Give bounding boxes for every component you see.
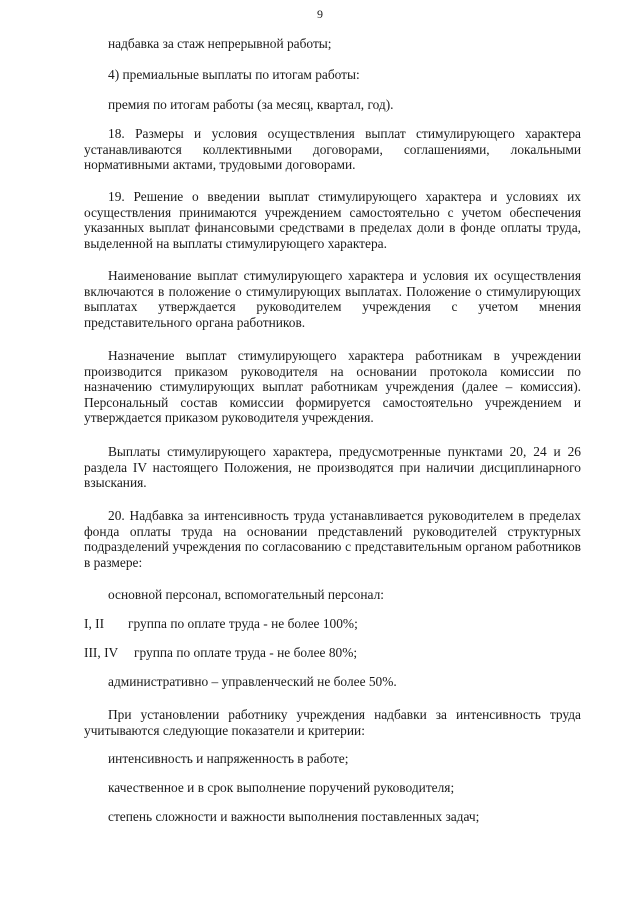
paragraph-20: 20. Надбавка за интенсивность труда устанавливается руководителем в пределах фонда оплаты труда на основании представлений руководителей структурных подразделений учреждения по согласованию с представительным органом работников в размере: (84, 508, 581, 570)
group-3-4-roman: III, IV (84, 645, 119, 660)
line-premium-payments: 4) премиальные выплаты по итогам работы: (108, 67, 360, 82)
line-staff: основной персонал, вспомогательный персонал: (108, 587, 384, 602)
line-admin: административно – управленческий не более 50%. (108, 674, 397, 689)
paragraph-criteria-intro: При установлении работнику учреждения надбавки за интенсивность труда учитываются следующие показатели и критерии: (84, 707, 581, 738)
paragraph-19: 19. Решение о введении выплат стимулирующего характера и условиях их осуществления принимаются учреждением самостоятельно с учетом обеспечения указанных выплат финансовыми средствами в пределах доли в фонде оплаты труда, выделенной на выплаты стимулирующего характера. (84, 189, 581, 251)
group-1-2-roman: I, II (84, 616, 105, 631)
criterion-intensity: интенсивность и напряженность в работе; (108, 751, 349, 766)
line-bonus-continuous-service: надбавка за стаж непрерывной работы; (108, 36, 332, 51)
group-3-4-text: группа по оплате труда - не более 80%; (134, 645, 358, 660)
group-1-2-text: группа по оплате труда - не более 100%; (128, 616, 358, 631)
page-number: 9 (317, 7, 323, 21)
criterion-quality: качественное и в срок выполнение поручений руководителя; (108, 780, 455, 795)
paragraph-payments-restriction: Выплаты стимулирующего характера, предусмотренные пунктами 20, 24 и 26 раздела IV настоящего Положения, не производятся при наличии дисциплинарного взыскания. (84, 444, 581, 490)
line-premium-by-results: премия по итогам работы (за месяц, квартал, год). (108, 97, 394, 112)
criterion-complexity: степень сложности и важности выполнения поставленных задач; (108, 809, 480, 824)
paragraph-assignment: Назначение выплат стимулирующего характера работникам в учреждении производится приказом руководителя на основании протокола комиссии по назначению стимулирующих выплат работникам учреждения (далее – комиссия). Персональный состав комиссии формируется самостоятельно учреждением и утверждается приказом руководителя учреждения. (84, 348, 581, 425)
group-1-2 (84, 616, 358, 632)
paragraph-naming: Наименование выплат стимулирующего характера и условия их осуществления включаются в положение о стимулирующих выплатах. Положение о стимулирующих выплатах утверждается руководителем учреждения с учетом мнения представительного органа работников. (84, 268, 581, 330)
paragraph-18: 18. Размеры и условия осуществления выплат стимулирующего характера устанавливаются коллективными договорами, соглашениями, локальными нормативными актами, трудовыми договорами. (84, 126, 581, 172)
group-3-4 (84, 645, 357, 661)
